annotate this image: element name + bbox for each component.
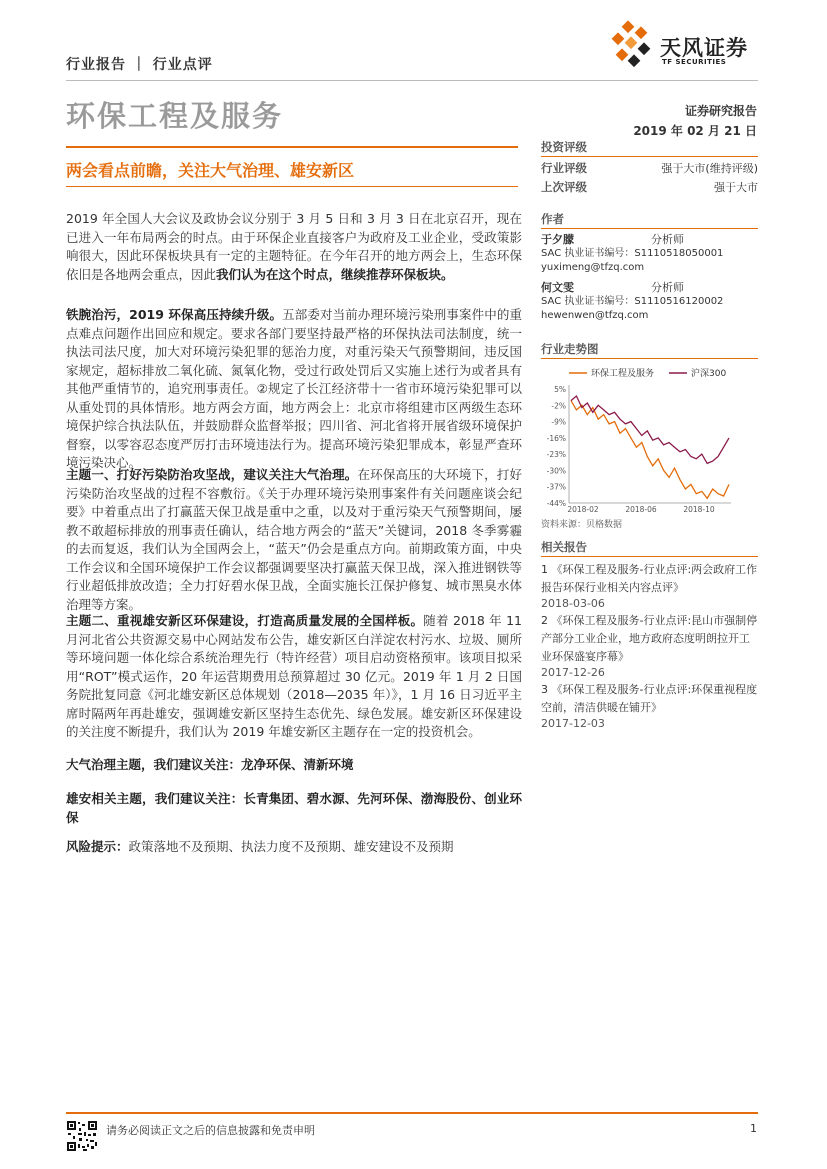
related-section xyxy=(541,538,758,730)
related-report-date: 2017-12-26 xyxy=(541,666,605,679)
authors-heading: 作者 xyxy=(541,212,564,226)
author-entry xyxy=(541,233,758,275)
author-sac: SAC 执业证书编号：S1110518050001 xyxy=(541,248,724,259)
related-divider xyxy=(541,556,758,557)
paragraph-theme-one xyxy=(66,466,522,614)
subtitle-divider xyxy=(66,186,518,187)
paragraph-air-pick xyxy=(66,756,522,775)
theme-two-heading: 主题二、重视雄安新区环保建设，打造高质量发展的全国样板。 xyxy=(66,613,424,628)
y-tick-label: -37% xyxy=(546,482,566,492)
related-heading: 相关报告 xyxy=(541,540,587,554)
related-report-title[interactable]: 2 《环保工程及服务-行业点评:昆山市强制停产部分工业企业，地方政府态度明朗拉开工业环保盛宴序幕》 xyxy=(541,614,758,663)
author-entry xyxy=(541,281,758,323)
enforcement-heading: 铁腕治污，2019 环保高压持续升级。 xyxy=(66,307,283,322)
legend-label: 沪深300 xyxy=(691,369,727,379)
series-line-env-protection xyxy=(571,401,729,499)
author-email[interactable]: yuximeng@tfzq.com xyxy=(541,262,645,273)
enforcement-text: 五部委对当前办理环境污染刑事案件中的重点难点问题作出回应和规定。要求各部门要坚持最严格的环保执法司法制度，统一执法司法尺度，加大对环境污染犯罪的惩治力度，对重污染天气预警期间，违反国家规定，超标排放二氧化硫、氮氧化物，受过行政处罚后又实施上述行为或者具有其他严重情节的，追究刑事责任。②规定了长江经济带十一省市环境污染犯罪可以从重处罚的具体情形。地方两会方面，地方两会上：北京市将组建市区两级生态环境保护综合执法队伍，并鼓励群众监督举报；四川省、河北省将开展省级环境保护督察，以零容忍态度严厉打击环境违法行为。提高环境污染犯罪成本，彰显严查环境污染决心。 xyxy=(66,307,522,470)
related-report-title[interactable]: 1 《环保工程及服务-行业点评:两会政府工作报告环保行业相关内容点评》 xyxy=(541,563,758,594)
related-report[interactable] xyxy=(541,681,758,730)
chart-source: 资料来源：贝格数据 xyxy=(541,520,623,530)
x-tick-label: 2018-02 xyxy=(567,505,599,513)
report-type: 证券研究报告 xyxy=(684,104,757,118)
authors-section xyxy=(541,210,758,323)
rating-value: 强于大市(维持评级) xyxy=(661,162,758,175)
logo-icon xyxy=(610,20,658,72)
related-report[interactable] xyxy=(541,561,758,610)
paragraph-intro xyxy=(66,210,522,284)
paragraph-enforcement xyxy=(66,306,522,473)
x-tick-label: 2018-10 xyxy=(683,505,715,513)
trend-divider xyxy=(541,358,758,359)
title-divider xyxy=(66,146,518,148)
legend-label: 环保工程及服务 xyxy=(591,369,655,379)
page-title: 环保工程及服务 xyxy=(66,99,284,133)
rating-label: 行业评级 xyxy=(541,161,587,175)
author-name: 于夕朦 xyxy=(541,233,574,246)
theme-two-text: 随着 2018 年 11 月河北省公共资源交易中心网站发布公告，雄安新区白洋淀农村污水、垃圾、厕所等环境问题一体化综合系统治理先行（特许经营）项目启动资格预审。该项目拟采用“ROT”模式运作，20 年运营期费用总预算超过 30 亿元。2019 年 1 月 2 日国务院批复同意《河北雄安新区总体规划（2018—2035 年）》，1 月 16 日习近平主席时隔两年再赴雄安，强调雄安新区坚持生态优先、绿色发展。雄安新区环保建设的关注度不断提升，我们认为 2019 年雄安新区主题存在一定的投资机会。 xyxy=(66,613,522,739)
author-sac: SAC 执业证书编号：S1110516120002 xyxy=(541,296,724,307)
author-role: 分析师 xyxy=(651,233,684,246)
related-report-title[interactable]: 3 《环保工程及服务-行业点评:环保重视程度空前，清洁供暖在铺开》 xyxy=(541,683,758,714)
rating-section xyxy=(541,138,758,197)
y-tick-label: 5% xyxy=(554,385,566,394)
disclaimer-notice: 请务必阅读正文之后的信息披露和免责申明 xyxy=(106,1124,315,1137)
paragraph-theme-two xyxy=(66,612,522,742)
report-subtitle: 两会看点前瞻，关注大气治理、雄安新区 xyxy=(66,161,355,180)
air-pick-text: 大气治理主题，我们建议关注：龙净环保、清新环境 xyxy=(66,757,354,772)
company-logo xyxy=(610,20,760,72)
y-tick-label: -9% xyxy=(551,417,566,427)
paragraph-risk xyxy=(66,838,522,857)
y-tick-label: -16% xyxy=(546,433,566,443)
y-tick-label: -44% xyxy=(546,499,566,508)
theme-one-text: 在环保高压的大环境下，打好污染防治攻坚战的过程不容敷衍。《关于办理环境污染刑事案件有关问题座谈会纪要》中着重点出了打赢蓝天保卫战是重中之重，以及对于重污染天气预警期间，屡教不敢超标排放的刑事责任确认，结合地方两会的“蓝天”关键词，2018 冬季雾霾的去而复返，我们认为全国两会上，“蓝天”仍会是重点方向。前期政策方面，中央工作会议和全国环境保护工作会议都强调要坚决打赢蓝天保卫战，深入推进钢铁等行业超低排放改造；全力打好碧水保卫战，全面实施长江保护修复、城市黑臭水体治理等方案。 xyxy=(66,467,522,612)
report-category: 行业报告 ｜ 行业点评 xyxy=(66,57,213,73)
related-report-date: 2018-03-06 xyxy=(541,597,605,610)
rating-divider xyxy=(541,156,758,157)
author-name: 何文雯 xyxy=(541,281,574,294)
prev-rating-label: 上次评级 xyxy=(541,180,587,194)
author-role: 分析师 xyxy=(651,281,684,294)
theme-one-heading: 主题一、打好污染防治攻坚战，建议关注大气治理。 xyxy=(66,467,358,482)
logo-name-cn: 天风证券 xyxy=(660,36,748,60)
trend-section xyxy=(541,340,758,530)
x-tick-label: 2018-06 xyxy=(625,505,657,513)
paragraph-xiongan-pick xyxy=(66,790,522,827)
prev-rating-value: 强于大市 xyxy=(714,181,758,194)
page-number: 1 xyxy=(750,1122,757,1135)
industry-trend-chart xyxy=(541,363,758,513)
intro-conclusion: 我们认为在这个时点，继续推荐环保板块。 xyxy=(216,266,454,282)
xiongan-pick-text: 雄安相关主题，我们建议关注：长青集团、碧水源、先河环保、渤海股份、创业环保 xyxy=(66,791,522,825)
y-tick-label: -2% xyxy=(551,401,566,411)
risk-text: 政策落地不及预期、执法力度不及预期、雄安建设不及预期 xyxy=(128,839,454,854)
related-report-date: 2017-12-03 xyxy=(541,717,605,730)
y-tick-label: -30% xyxy=(546,466,566,476)
header-divider xyxy=(66,80,758,81)
qr-code-icon xyxy=(66,1120,98,1152)
logo-name-en: TF SECURITIES xyxy=(662,58,727,66)
series-line-csi300 xyxy=(571,396,729,463)
rating-heading: 投资评级 xyxy=(541,140,587,154)
risk-heading: 风险提示： xyxy=(66,839,129,854)
y-tick-label: -23% xyxy=(546,450,566,460)
author-email[interactable]: hewenwen@tfzq.com xyxy=(541,310,649,321)
intro-text: 2019 年全国人大会议及政协会议分别于 3 月 5 日和 3 月 3 日在北京召开，现在已进入一年布局两会的时点。由于环保企业直接客户为政府及工业企业，受政策影响很大，因此环保板块具有一定的主题特征。在今年召开的地方两会上，生态环保依旧是各地两会重点，因此 xyxy=(66,211,522,282)
authors-divider xyxy=(541,228,758,229)
footer-divider xyxy=(66,1112,758,1114)
trend-heading: 行业走势图 xyxy=(541,342,599,356)
related-report[interactable] xyxy=(541,612,758,679)
report-date: 2019 年 02 月 21 日 xyxy=(633,124,757,138)
